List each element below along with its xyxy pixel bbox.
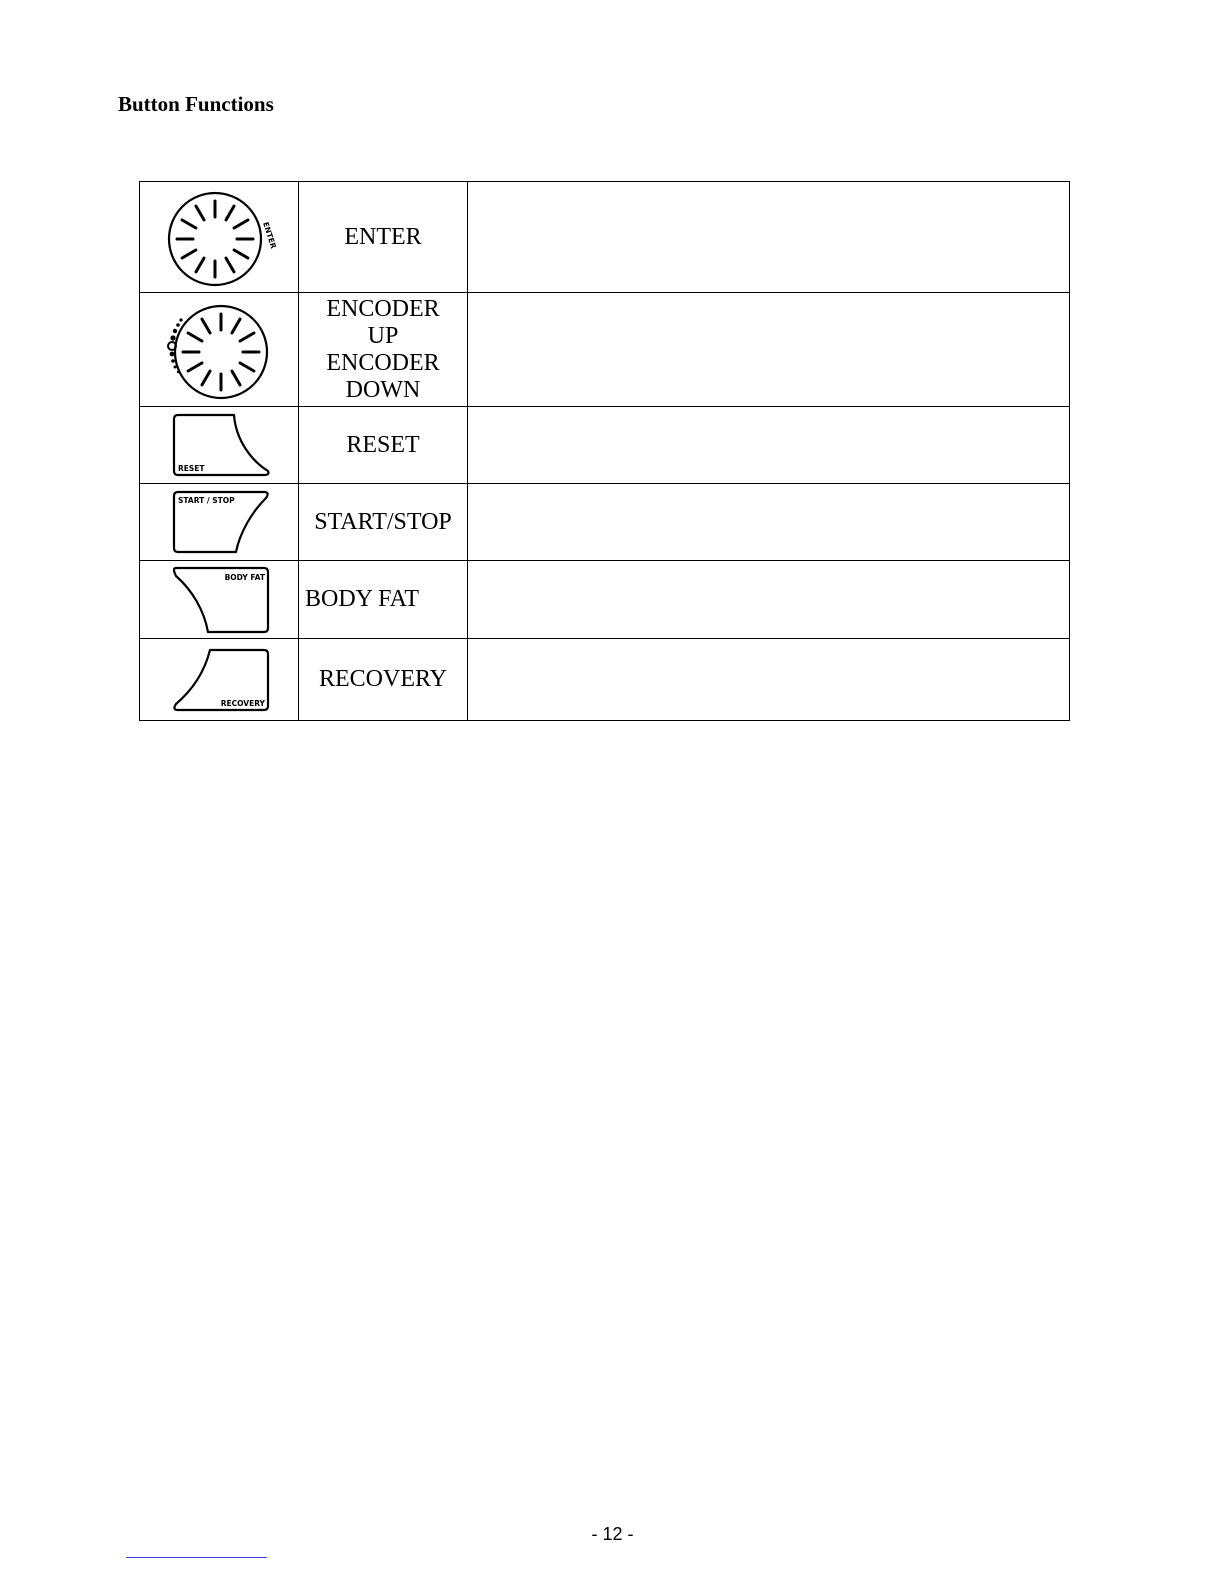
- svg-text:ENTER: ENTER: [261, 220, 279, 250]
- page-number: - 12 -: [591, 1524, 634, 1544]
- dial-tick: [182, 250, 196, 258]
- button-name: BODY FAT: [299, 561, 468, 639]
- dial-tick: [226, 258, 234, 272]
- dial-tick: [188, 363, 202, 371]
- button-name: ENTER: [299, 182, 468, 293]
- encoder-dial-icon: [159, 298, 279, 402]
- svg-text:BODY FAT: BODY FAT: [224, 572, 265, 582]
- icon-cell: [140, 407, 299, 484]
- icon-cell: [140, 484, 299, 561]
- table-row: [140, 182, 1070, 293]
- button-name: START/STOP: [299, 484, 468, 561]
- button-description: [468, 407, 1070, 484]
- svg-text:RECOVERY: RECOVERY: [220, 698, 265, 708]
- dial-tick: [240, 333, 254, 341]
- button-description: [468, 293, 1070, 407]
- recovery-button-icon: [164, 646, 274, 714]
- dial-tick: [196, 258, 204, 272]
- dial-tick: [226, 206, 234, 220]
- reset-button-icon: [164, 411, 274, 479]
- button-description: [468, 484, 1070, 561]
- body-fat-button-icon: [164, 564, 274, 636]
- dial-tick: [202, 371, 210, 385]
- svg-text:RESET: RESET: [178, 464, 205, 473]
- button-name: RESET: [299, 407, 468, 484]
- dial-tick: [196, 206, 204, 220]
- dial-tick: [234, 250, 248, 258]
- enter-dial-icon: [159, 185, 279, 289]
- icon-cell: [140, 561, 299, 639]
- table-row: [140, 639, 1070, 721]
- button-description: [468, 561, 1070, 639]
- table-row: [140, 484, 1070, 561]
- table-row: [140, 293, 1070, 407]
- button-functions-table: [139, 181, 1070, 721]
- footer-rule: [126, 1557, 267, 1558]
- dial-tick: [202, 319, 210, 333]
- button-description: [468, 639, 1070, 721]
- icon-cell: [140, 182, 299, 293]
- button-name: ENCODER UP ENCODER DOWN: [299, 293, 468, 407]
- start-stop-button-icon: [164, 488, 274, 556]
- dial-tick: [234, 220, 248, 228]
- dial-tick: [182, 220, 196, 228]
- button-name: RECOVERY: [299, 639, 468, 721]
- dial-tick: [232, 319, 240, 333]
- icon-cell: [140, 293, 299, 407]
- table-row: [140, 407, 1070, 484]
- dial-tick: [188, 333, 202, 341]
- icon-cell: [140, 639, 299, 721]
- svg-text:START / STOP: START / STOP: [178, 496, 235, 505]
- dial-tick: [240, 363, 254, 371]
- table-row: [140, 561, 1070, 639]
- page-title: Button Functions: [118, 92, 274, 116]
- dial-tick: [232, 371, 240, 385]
- button-description: [468, 182, 1070, 293]
